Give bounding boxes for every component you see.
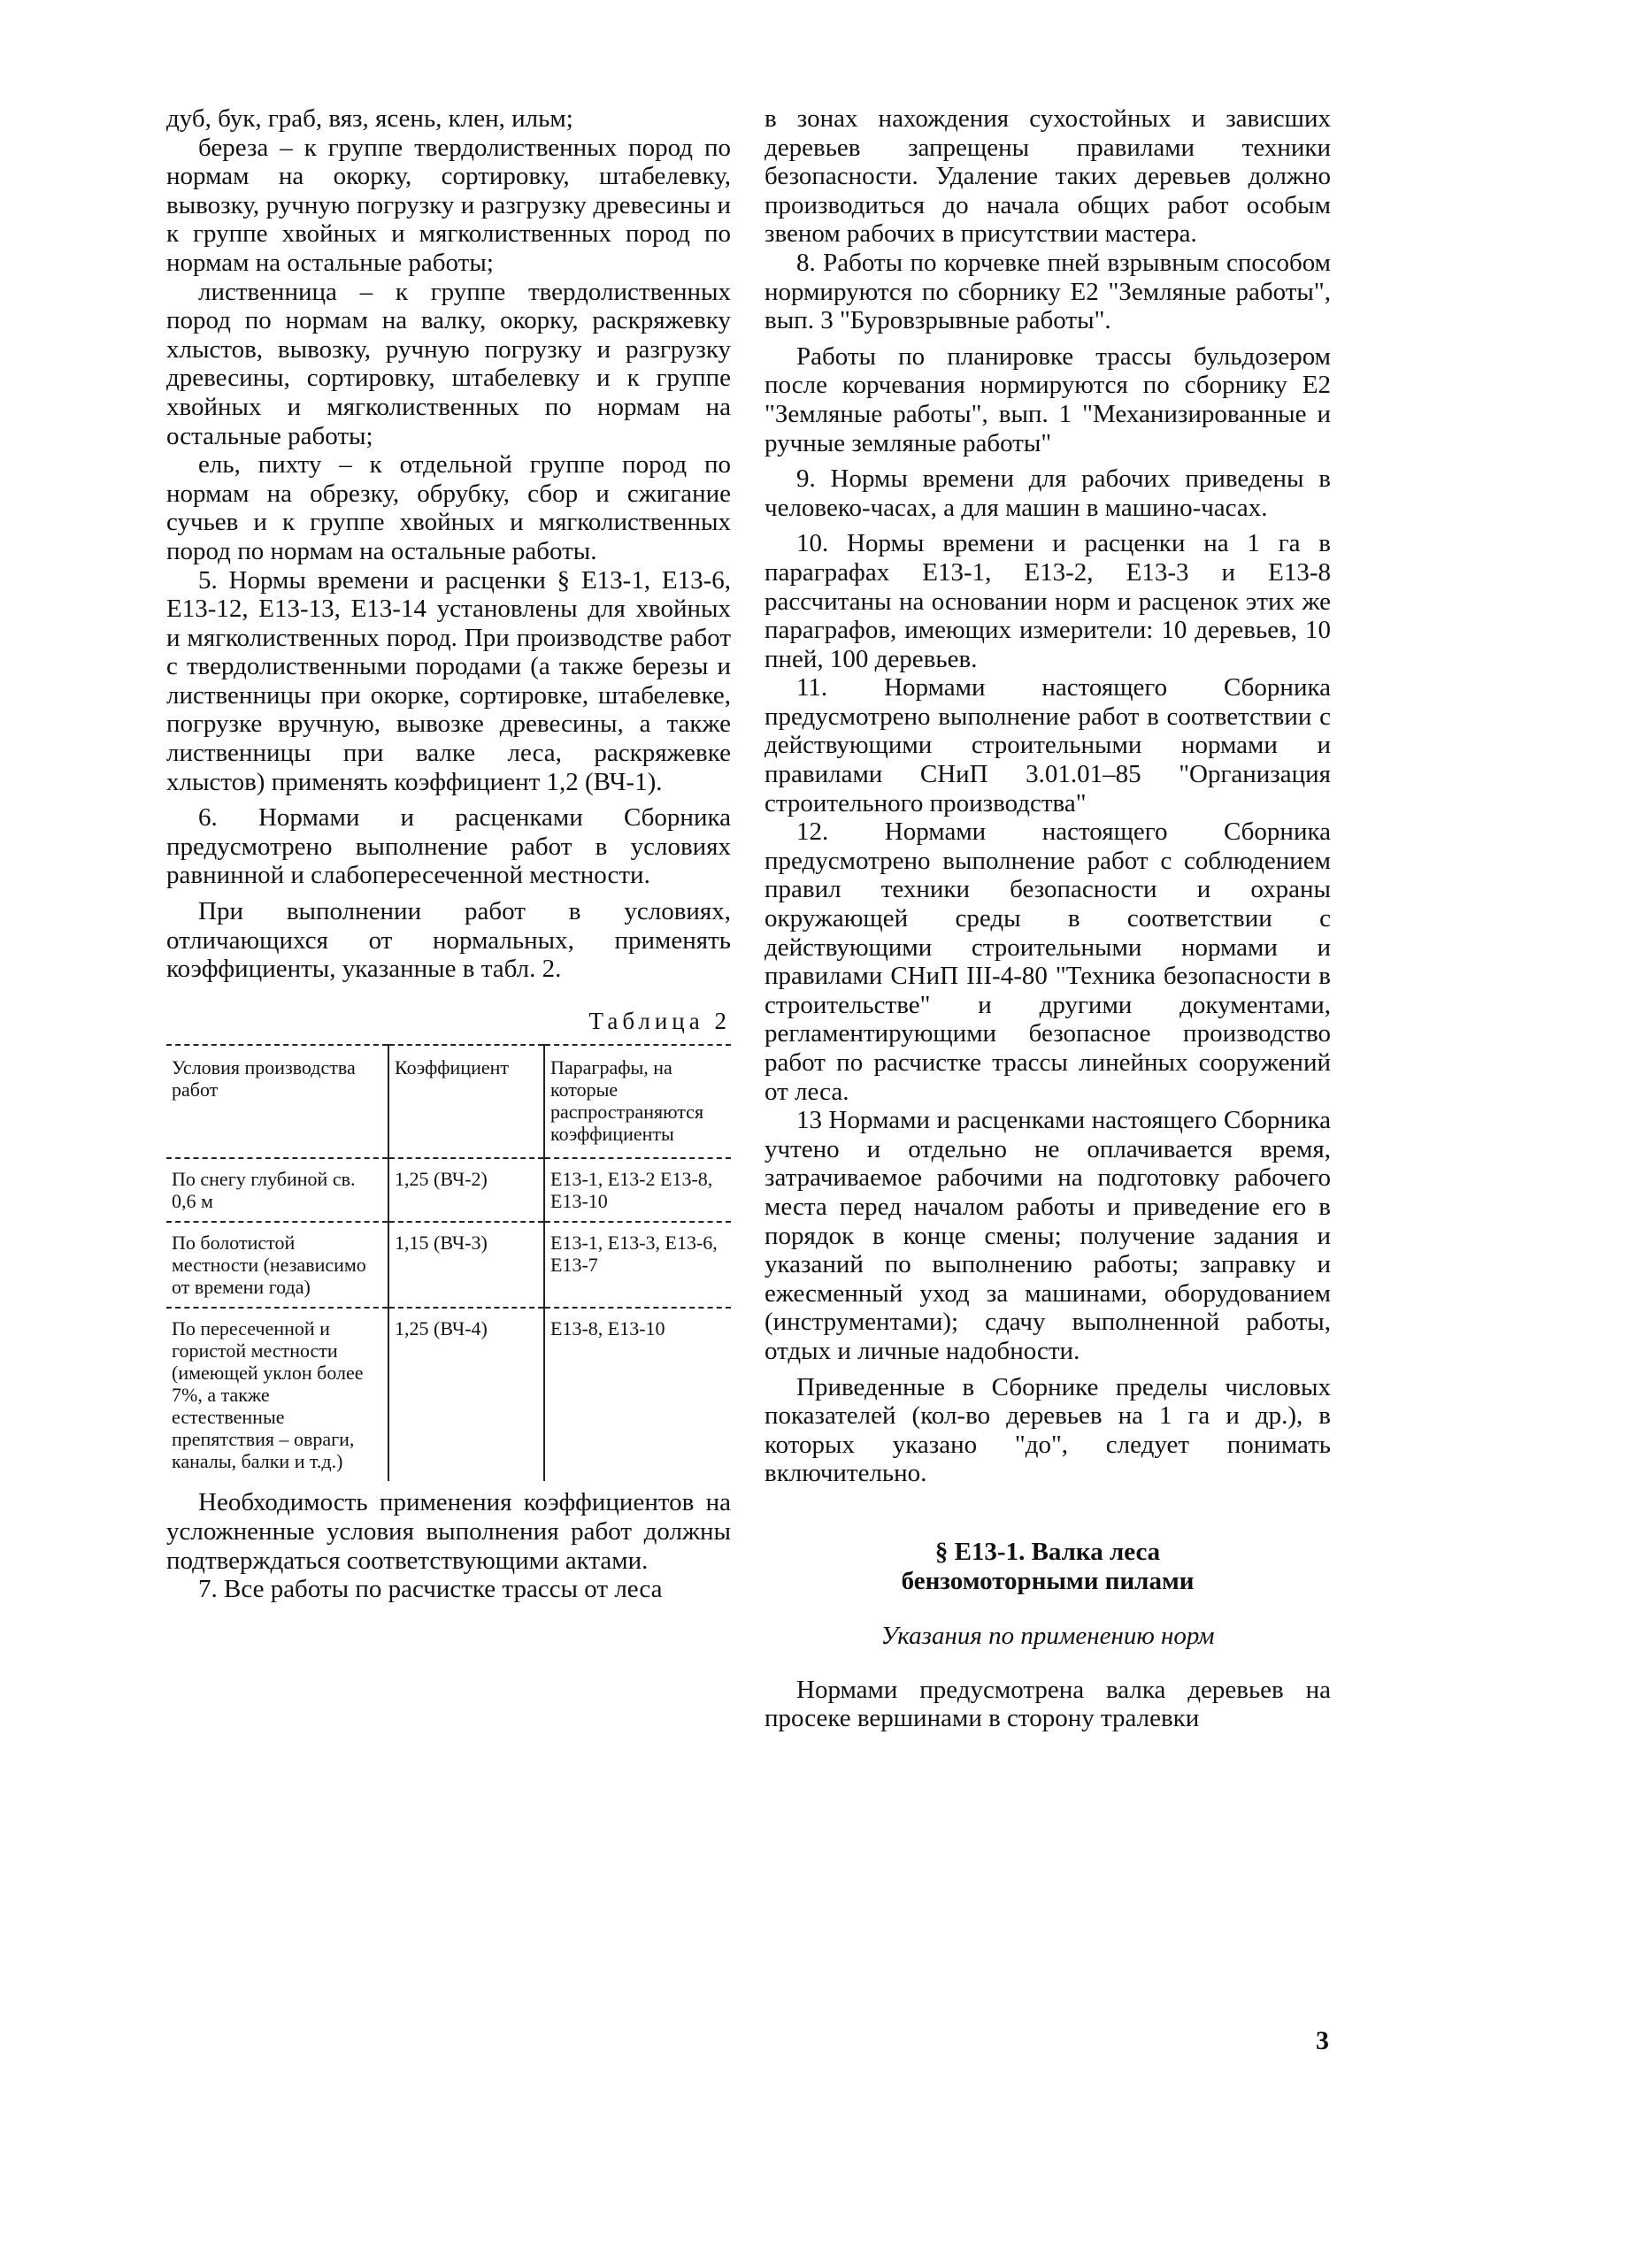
section-heading <box>765 1538 1331 1595</box>
table-cell: Е13-1, Е13-2 Е13-8, Е13-10 <box>544 1158 731 1222</box>
table-cell: 1,25 (ВЧ-2) <box>388 1158 544 1222</box>
paragraph: в зонах нахождения сухостойных и зависших деревьев запрещены правилами техники безопасности. Удаление таких деревьев должно производиться до начала общих работ особым звеном рабочих в присутствии мастера. <box>765 104 1331 249</box>
paragraph: лиственница – к группе твердолиственных пород по нормам на валку, окорку, раскряжевку хлыстов, вывозку, ручную погрузку и разгрузку древесины, сортировку, штабелевку и к группе хвойных и мягколиственных по нормам на остальные работы; <box>166 277 731 450</box>
table-header-cell: Коэффициент <box>388 1045 544 1158</box>
paragraph: При выполнении работ в условиях, отличающихся от нормальных, применять коэффициенты, указанные в табл. 2. <box>166 897 731 984</box>
section-heading-line: бензомоторными пилами <box>901 1566 1195 1595</box>
table-row <box>166 1222 731 1308</box>
paragraph: Необходимость применения коэффициентов на усложненные условия выполнения работ должны подтверждаться соответствующими актами. <box>166 1488 731 1575</box>
table-cell: По снегу глубиной св. 0,6 м <box>166 1158 388 1222</box>
paragraph: 6. Нормами и расценками Сборника предусмотрено выполнение работ в условиях равнинной и слабопересеченной местности. <box>166 803 731 890</box>
section-subheading: Указания по применению норм <box>880 1622 1215 1651</box>
table-cell: По болотистой местности (независимо от времени года) <box>166 1222 388 1308</box>
left-column <box>166 104 731 1604</box>
table-title: Таблица 2 <box>588 1007 731 1034</box>
page-number: 3 <box>1316 2026 1329 2055</box>
paragraph: береза – к группе твердолиственных пород по нормам на окорку, сортировку, штабелевку, вывозку, ручную погрузку и разгрузку древесины и к группе хвойных и мягколиственных пород по нормам на остальные работы; <box>166 133 731 277</box>
paragraph: 13 Нормами и расценками настоящего Сборника учтено и отдельно не оплачивается время, затрачиваемое рабочими на подготовку рабочего места перед началом работы и приведение его в порядок в конце смены; получение задания и указаний по выполнению работы; заправку и ежесменный уход за машинами, оборудованием (инструментами); сдачу выполненной работы, отдых и личные надобности. <box>765 1106 1331 1365</box>
table-header-cell: Параграфы, на которые распространяются коэффициенты <box>544 1045 731 1158</box>
paragraph: Работы по планировке трассы бульдозером после корчевания нормируются по сборнику Е2 "Земляные работы", вып. 1 "Механизированные и ручные земляные работы" <box>765 342 1331 457</box>
paragraph: 10. Нормы времени и расценки на 1 га в параграфах Е13-1, Е13-2, Е13-3 и Е13-8 рассчитаны на основании норм и расценок этих же параграфов, имеющих измерители: 10 деревьев, 10 пней, 100 деревьев. <box>765 529 1331 673</box>
paragraph: Нормами предусмотрена валка деревьев на просеке вершинами в сторону тралевки <box>765 1675 1331 1733</box>
table-row <box>166 1158 731 1222</box>
table-cell: Е13-8, Е13-10 <box>544 1308 731 1481</box>
paragraph: 7. Все работы по расчистке трассы от леса <box>198 1575 663 1604</box>
section-heading-line: § Е13-1. Валка леса <box>934 1537 1161 1566</box>
table-cell: 1,15 (ВЧ-3) <box>388 1222 544 1308</box>
paragraph: ель, пихту – к отдельной группе пород по нормам на обрезку, обрубку, сбор и сжигание сучьев и к группе хвойных и мягколиственных пород по нормам на остальные работы. <box>166 450 731 565</box>
paragraph: дуб, бук, граб, вяз, ясень, клен, ильм; <box>166 104 573 133</box>
table-cell: 1,25 (ВЧ-4) <box>388 1308 544 1481</box>
coefficients-table <box>166 1044 731 1481</box>
paragraph: 5. Нормы времени и расценки § Е13-1, Е13-6, Е13-12, Е13-13, Е13-14 установлены для хвойных и мягколиственных пород. При производстве работ с твердолиственными породами (а также березы и лиственницы при окорке, сортировке, штабелевке, погрузке вручную, вывозке древесины, а также лиственницы при валке леса, раскряжевке хлыстов) применять коэффициент 1,2 (ВЧ-1). <box>166 565 731 796</box>
table-cell: Е13-1, Е13-3, Е13-6, Е13-7 <box>544 1222 731 1308</box>
paragraph: 8. Работы по корчевке пней взрывным способом нормируются по сборнику Е2 "Земляные работы", вып. 3 "Буровзрывные работы". <box>765 248 1331 335</box>
paragraph: 12. Нормами настоящего Сборника предусмотрено выполнение работ с соблюдением правил техники безопасности и охраны окружающей среды в соответствии с действующими строительными нормами и правилами СНиП III-4-80 "Техника безопасности в строительстве" и другими документами, регламентирующими безопасное производство работ по расчистке трассы линейных сооружений от леса. <box>765 817 1331 1106</box>
table-header-cell: Условия производства работ <box>166 1045 388 1158</box>
table-header-row <box>166 1045 731 1158</box>
paragraph: 9. Нормы времени для рабочих приведены в человеко-часах, а для машин в машино-часах. <box>765 464 1331 522</box>
paragraph: Приведенные в Сборнике пределы числовых показателей (кол-во деревьев на 1 га и др.), в которых указано "до", следует понимать включительно. <box>765 1372 1331 1488</box>
paragraph: 11. Нормами настоящего Сборника предусмотрено выполнение работ в соответствии с действующими строительными нормами и правилами СНиП 3.01.01–85 "Организация строительного производства" <box>765 673 1331 817</box>
table-cell: По пересеченной и гористой местности (имеющей уклон более 7%, а также естественные препятствия – овраги, каналы, балки и т.д.) <box>172 1317 364 1473</box>
table-row <box>166 1308 731 1481</box>
right-column <box>765 104 1331 1733</box>
